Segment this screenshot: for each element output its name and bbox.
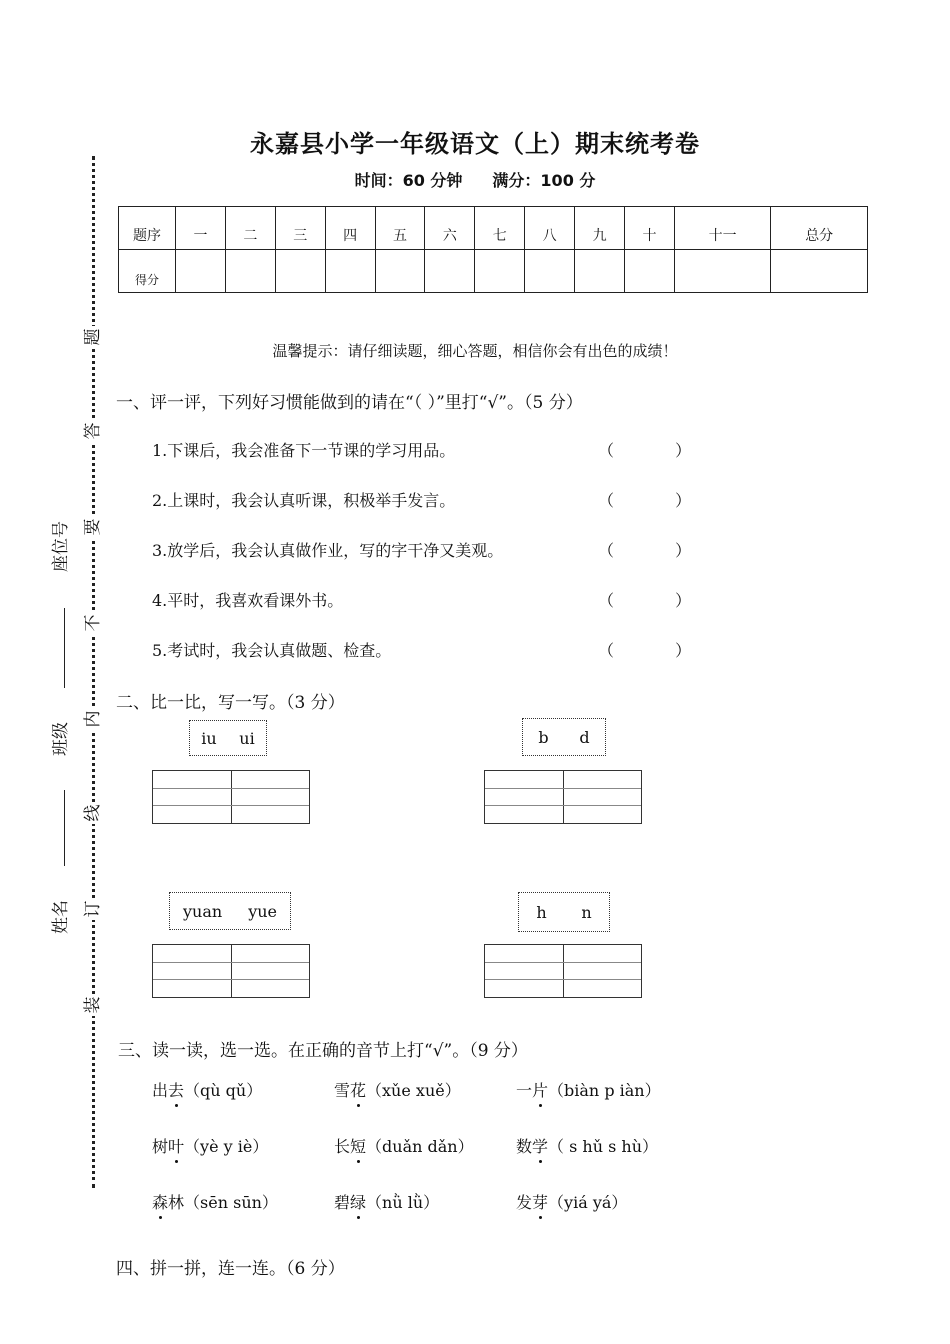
- pinyin-pair-box: [522, 718, 606, 756]
- section1-item: 2.上课时，我会认真听课，积极举手发言。: [152, 491, 456, 510]
- word-choice[interactable]: 碧绿（nǜ lǜ）: [334, 1190, 439, 1213]
- pinyin-letter: iu: [201, 728, 217, 748]
- word-choice[interactable]: 数学（ s hǔ s hù）: [516, 1134, 658, 1157]
- pinyin-pair-box: [189, 720, 267, 756]
- pinyin-letter: yue: [248, 901, 277, 921]
- word-choice[interactable]: 长短（duǎn dǎn）: [334, 1134, 474, 1157]
- word-choice[interactable]: 发芽（yiá yá）: [516, 1190, 627, 1213]
- word-choice[interactable]: 森林（sēn sūn）: [152, 1190, 278, 1213]
- score-col-8: 八: [525, 207, 575, 250]
- section1-item: 3.放学后，我会认真做作业，写的字干净又美观。: [152, 541, 504, 560]
- word-choice[interactable]: 树叶（yè y iè）: [152, 1134, 268, 1157]
- check-paren[interactable]: （ ）: [598, 591, 720, 610]
- score-col-2: 二: [225, 207, 275, 250]
- writing-grid[interactable]: [152, 770, 310, 824]
- pinyin-letter: ui: [239, 728, 255, 748]
- score-table-header-row: [119, 207, 868, 250]
- binding-dotted-line: [92, 156, 95, 1188]
- exam-time: 时间：60 分钟: [354, 171, 463, 190]
- score-cell[interactable]: [425, 250, 475, 293]
- class-write-line[interactable]: [64, 608, 65, 688]
- section4-heading: 四、拼一拼，连一连。（6 分）: [116, 1259, 345, 1279]
- section1-item: 4.平时，我喜欢看课外书。: [152, 591, 344, 610]
- score-col-4: 四: [325, 207, 375, 250]
- score-col-6: 六: [425, 207, 475, 250]
- score-cell[interactable]: [625, 250, 675, 293]
- name-write-line[interactable]: [64, 790, 65, 866]
- pinyin-pair-box: [169, 892, 291, 930]
- score-col-9: 九: [575, 207, 625, 250]
- pinyin-letter: d: [579, 727, 590, 747]
- binding-char: 装: [82, 994, 104, 1016]
- binding-char: 不: [82, 612, 104, 634]
- word-choice[interactable]: 出去（qù qǔ）: [152, 1078, 262, 1101]
- binding-char: 要: [82, 516, 104, 538]
- binding-char: 线: [82, 802, 104, 824]
- score-col-3: 三: [275, 207, 325, 250]
- word-choice[interactable]: 一片（biàn p iàn）: [516, 1078, 661, 1101]
- binding-char: 内: [82, 708, 104, 730]
- score-row-label: 题序: [119, 207, 176, 250]
- score-col-7: 七: [475, 207, 525, 250]
- section1-item: 5.考试时，我会认真做题、检查。: [152, 641, 392, 660]
- section2-heading: 二、比一比，写一写。（3 分）: [116, 693, 345, 713]
- score-cell[interactable]: [771, 250, 868, 293]
- writing-grid[interactable]: [484, 944, 642, 998]
- seat-number-label: 座位号: [51, 521, 71, 572]
- binding-char: 答: [82, 420, 104, 442]
- score-cell[interactable]: [275, 250, 325, 293]
- section3-heading: 三、读一读，选一选。在正确的音节上打“√”。（9 分）: [118, 1041, 528, 1061]
- score-cell[interactable]: [674, 250, 770, 293]
- score-cell[interactable]: [525, 250, 575, 293]
- score-col-10: 十: [625, 207, 675, 250]
- section1-heading: 一、评一评，下列好习惯能做到的请在“（ ）”里打“√”。（5 分）: [116, 393, 583, 413]
- score-row2-label: 得分: [119, 250, 176, 293]
- score-table-score-row: [119, 250, 868, 293]
- section1-item: 1.下课后，我会准备下一节课的学习用品。: [152, 441, 456, 460]
- score-cell[interactable]: [325, 250, 375, 293]
- page-title: 永嘉县小学一年级语文（上）期末统考卷: [250, 130, 700, 158]
- class-label: 班级: [51, 722, 71, 756]
- score-col-5: 五: [375, 207, 425, 250]
- tip-text: 温馨提示：请仔细读题，细心答题，相信你会有出色的成绩！: [272, 342, 678, 360]
- score-cell[interactable]: [575, 250, 625, 293]
- pinyin-letter: n: [581, 902, 592, 922]
- check-paren[interactable]: （ ）: [598, 491, 720, 510]
- score-col-11: 十一: [674, 207, 770, 250]
- name-label: 姓名: [51, 900, 71, 934]
- score-cell[interactable]: [176, 250, 226, 293]
- word-choice[interactable]: 雪花（xǔe xuě）: [334, 1078, 461, 1101]
- exam-full-score: 满分：100 分: [492, 171, 596, 190]
- check-paren[interactable]: （ ）: [598, 441, 720, 460]
- binding-char: 订: [82, 898, 104, 920]
- pinyin-letter: h: [536, 902, 547, 922]
- writing-grid[interactable]: [484, 770, 642, 824]
- exam-info: [0, 168, 950, 191]
- check-paren[interactable]: （ ）: [598, 641, 720, 660]
- binding-char: 题: [82, 326, 104, 348]
- check-paren[interactable]: （ ）: [598, 541, 720, 560]
- score-cell[interactable]: [225, 250, 275, 293]
- pinyin-letter: yuan: [183, 901, 223, 921]
- score-col-total: 总分: [771, 207, 868, 250]
- score-cell[interactable]: [375, 250, 425, 293]
- score-col-1: 一: [176, 207, 226, 250]
- pinyin-pair-box: [518, 892, 610, 932]
- score-table: [118, 206, 868, 293]
- score-cell[interactable]: [475, 250, 525, 293]
- writing-grid[interactable]: [152, 944, 310, 998]
- pinyin-letter: b: [538, 727, 549, 747]
